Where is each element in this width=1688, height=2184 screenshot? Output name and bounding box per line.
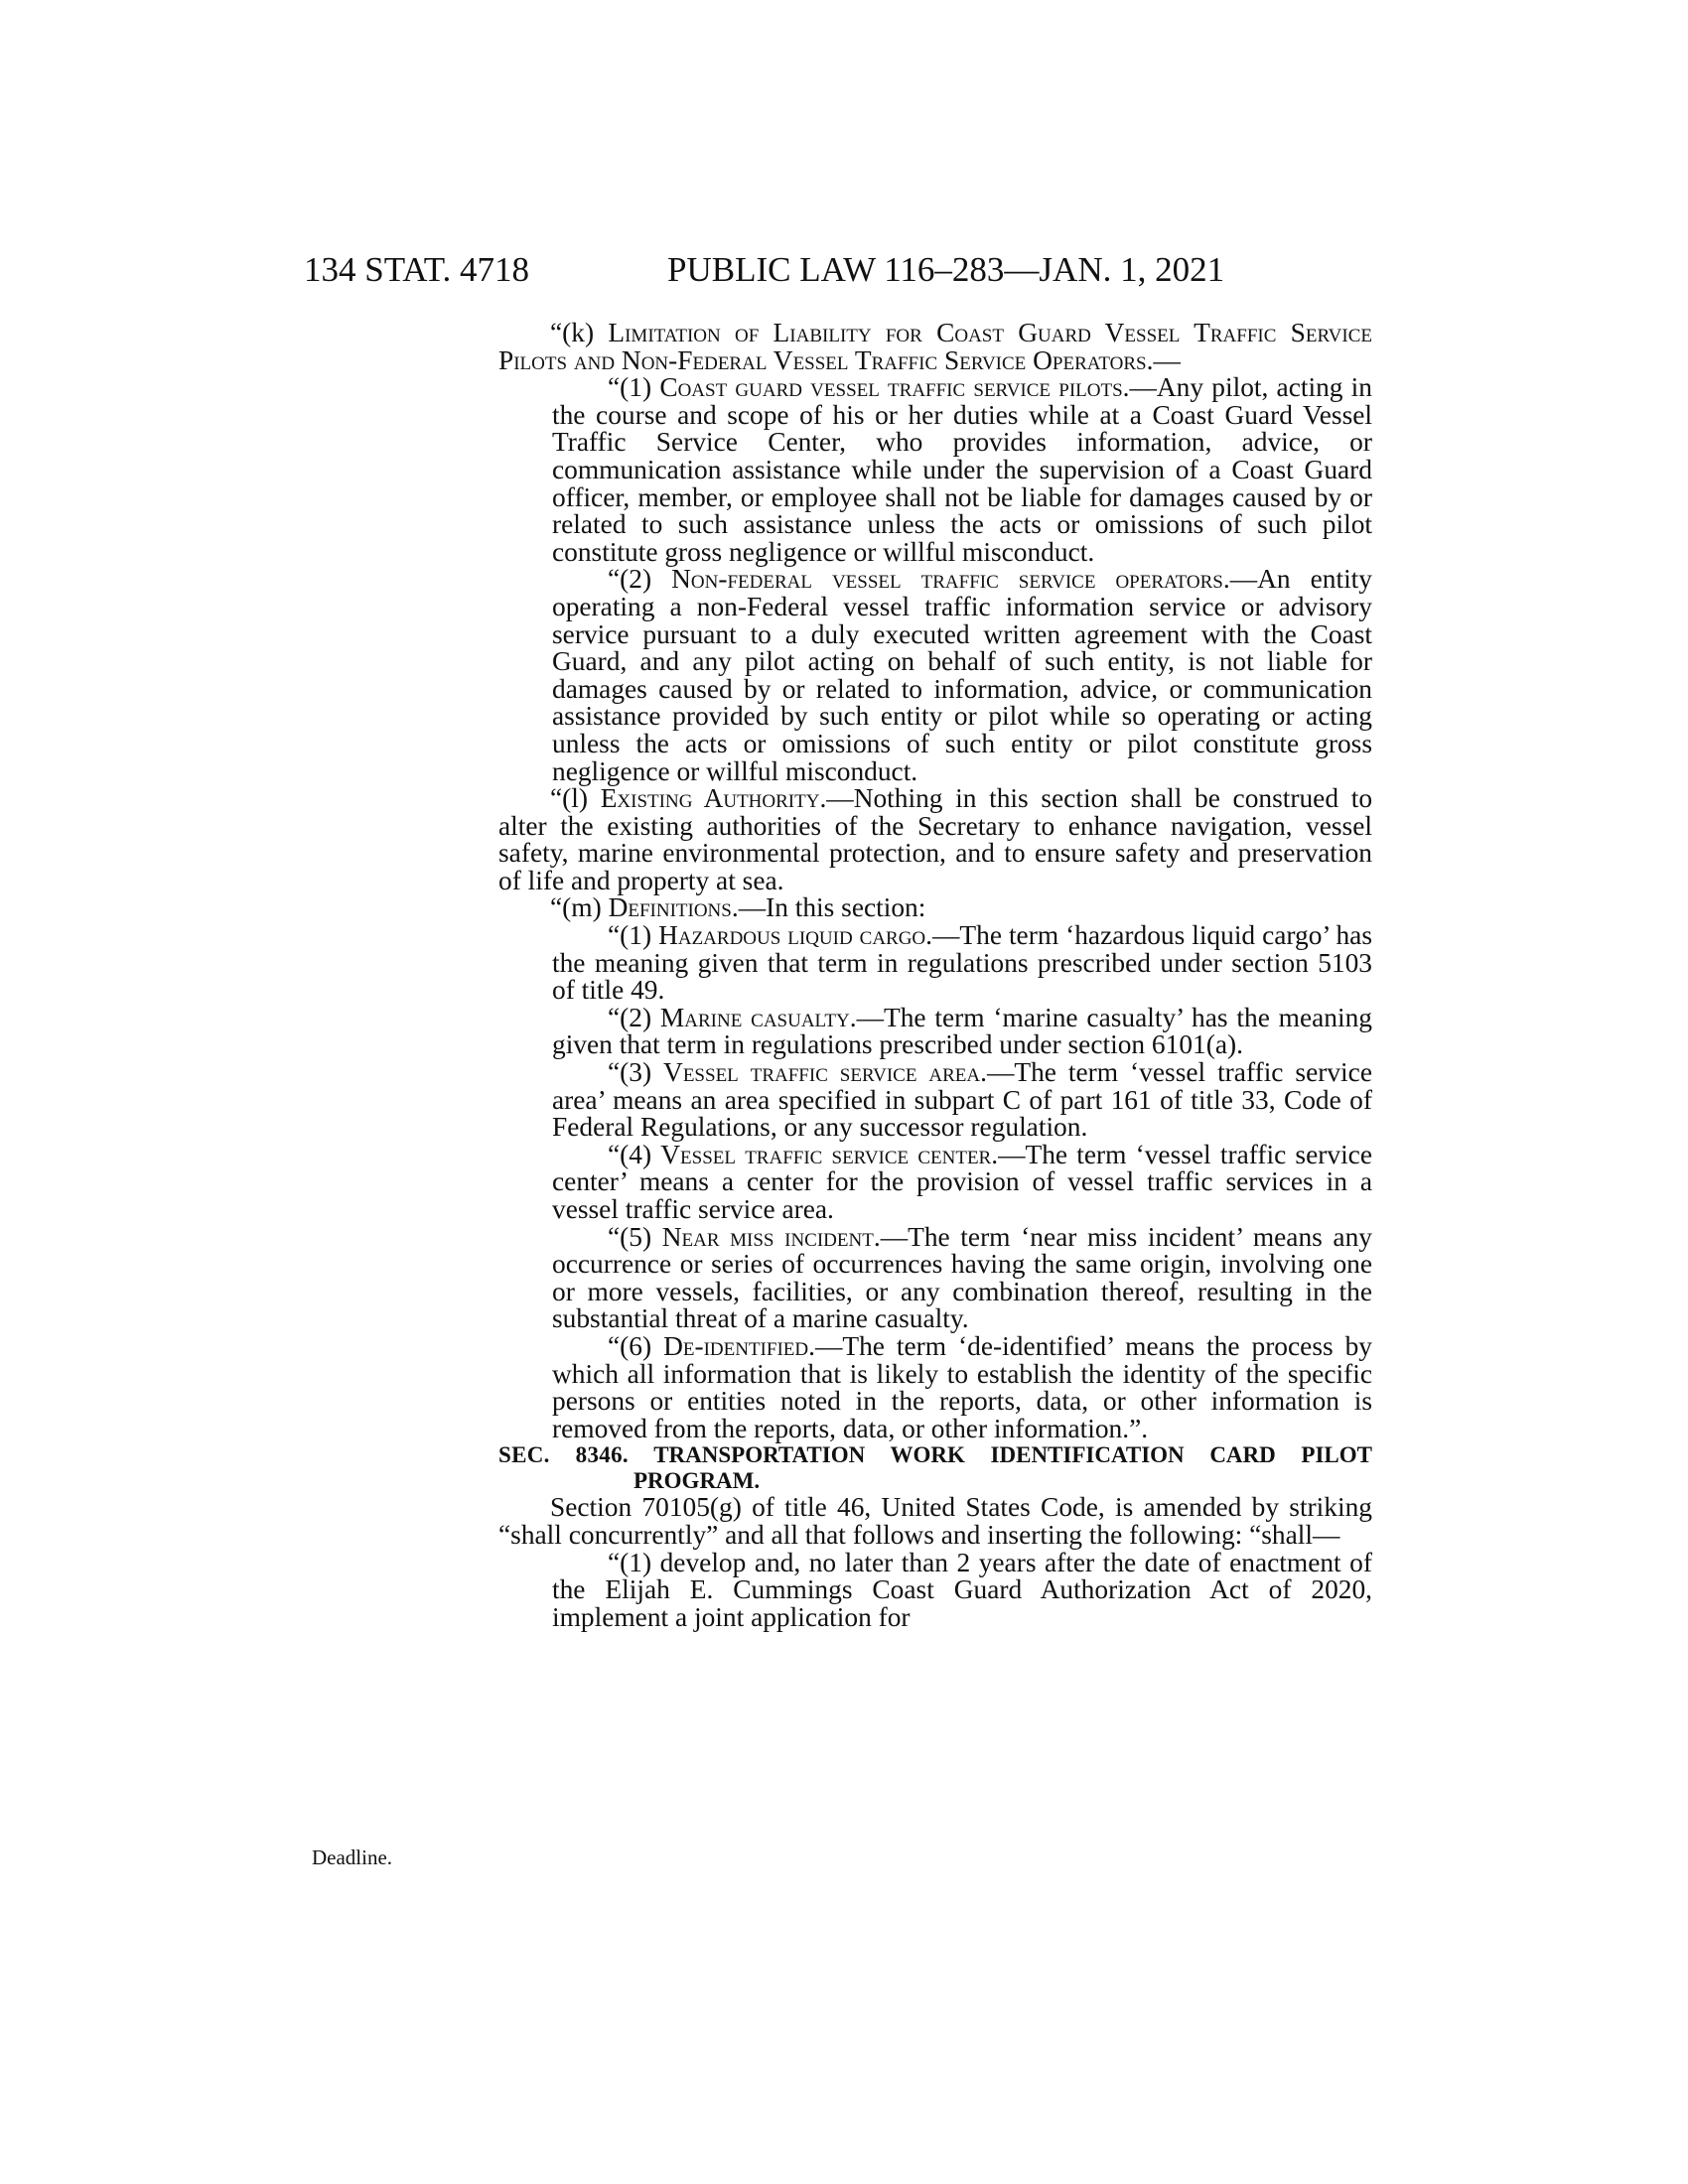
definition-1-text: .—The term ‘hazardous liquid cargo’ has the meaning given that term in regulations prescribed under section 5103 of title 49. (552, 920, 1372, 1006)
paragraph-k2-text: .—An entity operating a non-Federal vessel traffic information service or advisory service pursuant to a duly executed written agreement with the Coast Guard, and any pilot acting on behalf of such entity, is not liable for damages caused by or related to information, advice, or communication assistance provided by such entity or pilot while so operating or acting unless the acts or omissions of such entity or pilot constitute gross negligence or willful misconduct. (552, 564, 1372, 786)
margin-note-deadline: Deadline. (312, 1845, 393, 1869)
subsection-m-text: .—In this section: (731, 892, 926, 923)
definition-4-heading: Vessel traffic service center (660, 1139, 992, 1169)
definition-2-prefix: “(2) (608, 1002, 660, 1032)
subsection-k-prefix: “(k) (550, 318, 609, 347)
paragraph-k2-prefix: “(2) (608, 564, 672, 595)
definition-3-text: .—The term ‘vessel traffic service area’ means an area specified in subpart C of part 161 of title 33, Code of Federal Regulations, or any successor regulation. (552, 1057, 1372, 1143)
definition-4-text: .—The term ‘vessel traffic service center’ means a center for the provision of vessel traffic services in a vessel traffic service area. (552, 1139, 1372, 1224)
paragraph-k1-text: .—Any pilot, acting in the course and scope of his or her duties while at a Coast Guard Vessel Traffic Service Center, who provides information, advice, or communication assistance while under the supervision of a Coast Guard officer, member, or employee shall not be liable for damages caused by or related to such assistance unless the acts or omissions of such pilot constitute gross negligence or willful misconduct. (552, 372, 1372, 567)
section-number: SEC. 8346. (498, 1442, 629, 1468)
paragraph-k2 (498, 566, 1372, 785)
paragraph-k1 (498, 374, 1372, 566)
subsection-m (498, 894, 1372, 922)
subsection-l (498, 785, 1372, 894)
subsection-m-prefix: “(m) (550, 892, 609, 923)
paragraph-k1-heading: Coast guard vessel traffic service pilots (659, 372, 1123, 403)
section-8346-item-1: “(1) develop and, no later than 2 years after the date of enactment of the Elijah E. Cummings Coast Guard Authorization Act of 2020, implement a joint application for (552, 1547, 1372, 1632)
definition-2-text: .—The term ‘marine casualty’ has the meaning given that term in regulations prescribed under section 6101(a). (552, 1002, 1372, 1060)
definition-1-prefix: “(1) (608, 920, 659, 951)
definition-5-text: .—The term ‘near miss incident’ means any occurrence or series of occurrences having the same origin, involving one or more vessels, facilities, or any combination thereof, resulting in the substantial threat of a marine casualty. (552, 1221, 1372, 1334)
definition-3-heading: Vessel traffic service area (663, 1057, 981, 1088)
document-body (498, 320, 1372, 1631)
definition-2-heading: Marine casualty (659, 1002, 850, 1032)
definition-6 (498, 1330, 1372, 1443)
definition-1-heading: Hazardous liquid cargo (658, 920, 926, 951)
definition-4 (498, 1139, 1372, 1224)
subsection-k-heading (498, 320, 1372, 374)
definition-3-prefix: “(3) (608, 1057, 664, 1088)
section-8346-intro: Section 70105(g) of title 46, United States Code, is amended by striking “shall concurrently” and all that follows and inserting the following: “shall— (498, 1492, 1372, 1550)
definition-6-heading: De-identified (663, 1330, 809, 1361)
definition-3 (498, 1059, 1372, 1142)
subsection-l-heading: Existing Authority (600, 783, 820, 814)
subsection-m-heading: Definitions (608, 892, 732, 923)
subsection-l-text: .—Nothing in this section shall be construed to alter the existing authorities of the Secretary to enhance navigation, vessel safety, marine environmental protection, and to ensure safety and preservation of life and property at sea. (498, 783, 1373, 895)
definition-5 (498, 1221, 1372, 1334)
definition-4-prefix: “(4) (608, 1139, 661, 1169)
definition-1 (498, 922, 1372, 1005)
definition-6-text: .—The term ‘de-identified’ means the process by which all information that is likely to establish the identity of the specific persons or entities noted in the reports, data, or other information is removed from the reports, data, or other information.”. (552, 1330, 1372, 1443)
paragraph-k2-heading: Non-federal vessel traffic service operators (671, 564, 1223, 595)
definition-2 (498, 1002, 1372, 1060)
stat-page-number: 134 STAT. 4718 (304, 250, 529, 289)
paragraph-k1-prefix: “(1) (608, 372, 660, 403)
running-header: PUBLIC LAW 116–283—JAN. 1, 2021 (667, 250, 1225, 289)
definition-5-prefix: “(5) (608, 1221, 662, 1252)
subsection-k-title: Limitation of Liability for Coast Guard Vessel Traffic Service Pilots and Non-Federal Vessel Traffic Service Operators.— (498, 318, 1372, 375)
definition-6-prefix: “(6) (608, 1330, 664, 1361)
subsection-l-prefix: “(l) (550, 783, 601, 814)
definition-5-heading: Near miss incident (661, 1221, 874, 1252)
section-8346-heading (498, 1442, 1372, 1494)
section-title: TRANSPORTATION WORK IDENTIFICATION CARD PILOT PROGRAM. (633, 1442, 1372, 1494)
